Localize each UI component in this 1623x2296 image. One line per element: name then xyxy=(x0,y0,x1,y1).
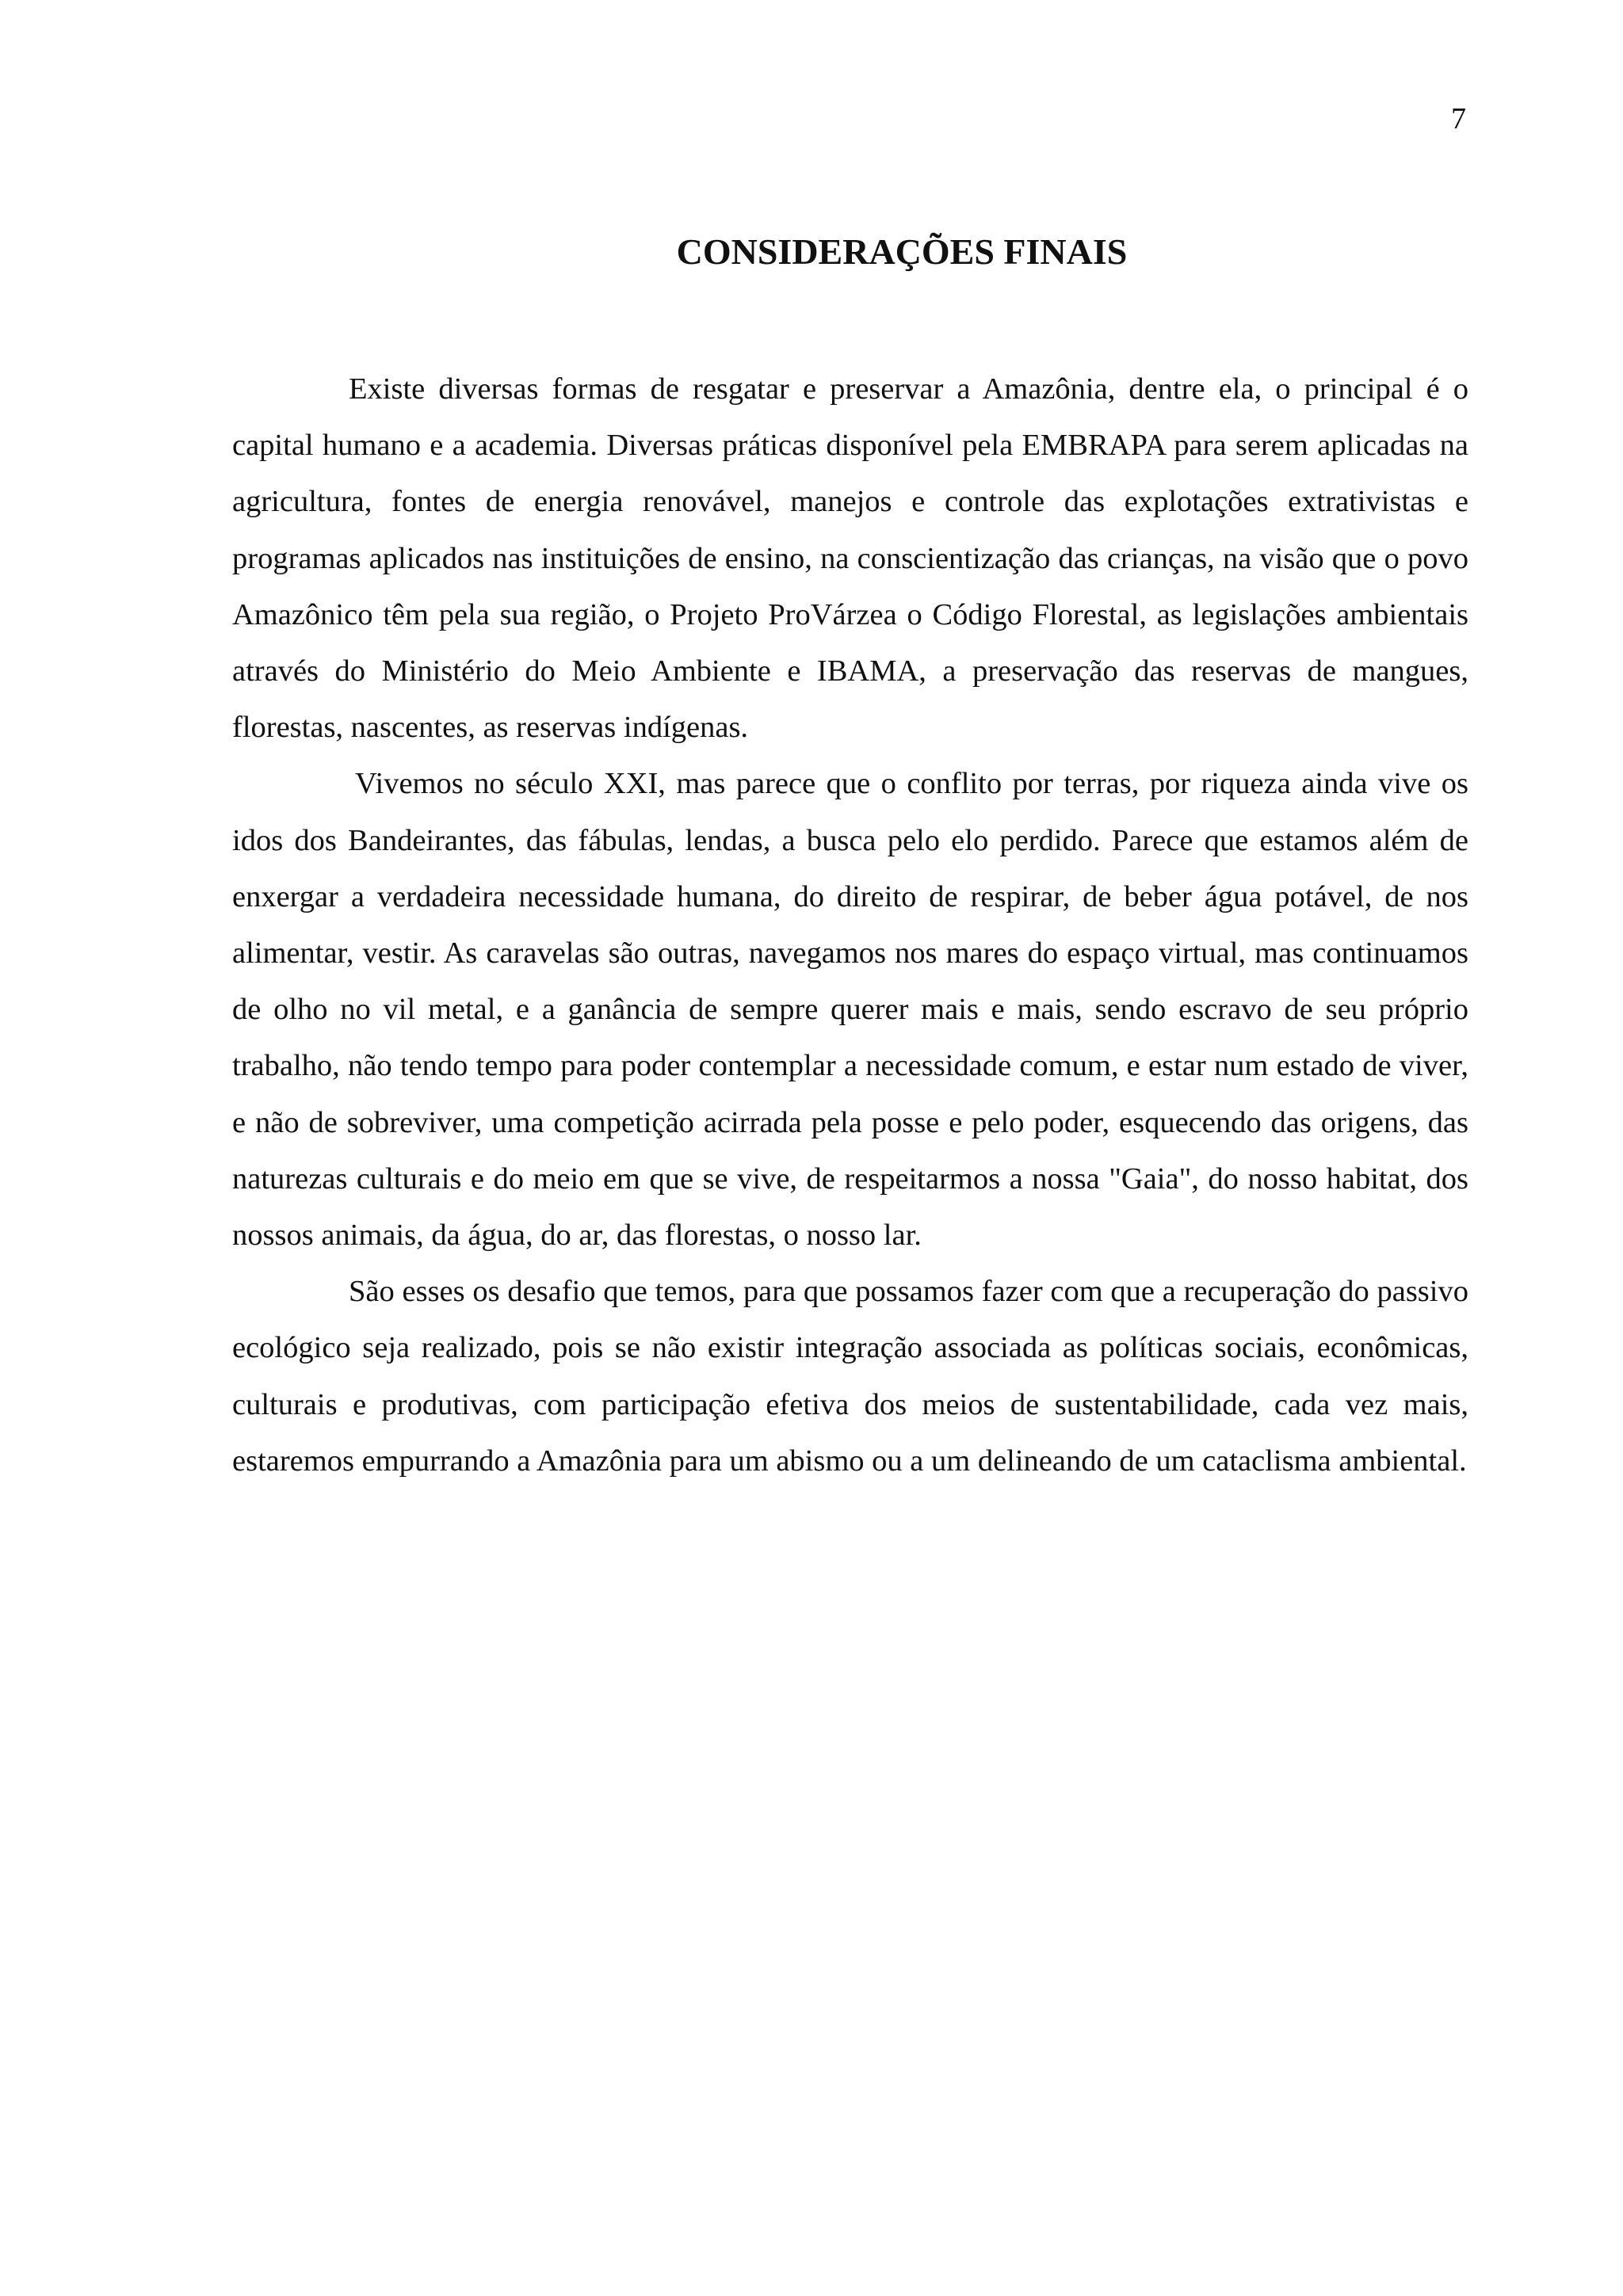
body-text xyxy=(232,361,1468,1489)
page-title: CONSIDERAÇÕES FINAIS xyxy=(676,231,1128,272)
paragraph-challenges: São esses os desafio que temos, para que possamos fazer com que a recuperação do passivo ecológico seja realizado, pois se não existir integração associada as políticas sociais, econômicas, culturais e produtivas, com participação efetiva dos meios de sustentabilidade, cada vez mais, estaremos empurrando a Amazônia para um abismo ou a um delineando de um cataclisma ambiental. xyxy=(232,1275,1468,1478)
page-number: 7 xyxy=(1451,102,1466,135)
paragraph-intro: Existe diversas formas de resgatar e preservar a Amazônia, dentre ela, o principal é o capital humano e a academia. Diversas práticas disponível pela EMBRAPA para serem aplicadas na agricultura, fontes de energia renovável, manejos e controle das explotações extrativistas e programas aplicados nas instituições de ensino, na conscientização das crianças, na visão que o povo Amazônico têm pela sua região, o Projeto ProVárzea o Código Florestal, as legislações ambientais através do Ministério do Meio Ambiente e IBAMA, a preservação das reservas de mangues, florestas, nascentes, as reservas indígenas. xyxy=(232,372,1468,745)
paragraph-century: Vivemos no século XXI, mas parece que o conflito por terras, por riqueza ainda vive os idos dos Bandeirantes, das fábulas, lendas, a busca pelo elo perdido. Parece que estamos além de enxergar a verdadeira necessidade humana, do direito de respirar, de beber água potável, de nos alimentar, vestir. As caravelas são outras, navegamos nos mares do espaço virtual, mas continuamos de olho no vil metal, e a ganância de sempre querer mais e mais, sendo escravo de seu próprio trabalho, não tendo tempo para poder contemplar a necessidade comum, e estar num estado de viver, e não de sobreviver, uma competição acirrada pela posse e pelo poder, esquecendo das origens, das naturezas culturais e do meio em que se vive, de respeitarmos a nossa "Gaia", do nosso habitat, dos nossos animais, da água, do ar, das florestas, o nosso lar. xyxy=(232,767,1468,1253)
